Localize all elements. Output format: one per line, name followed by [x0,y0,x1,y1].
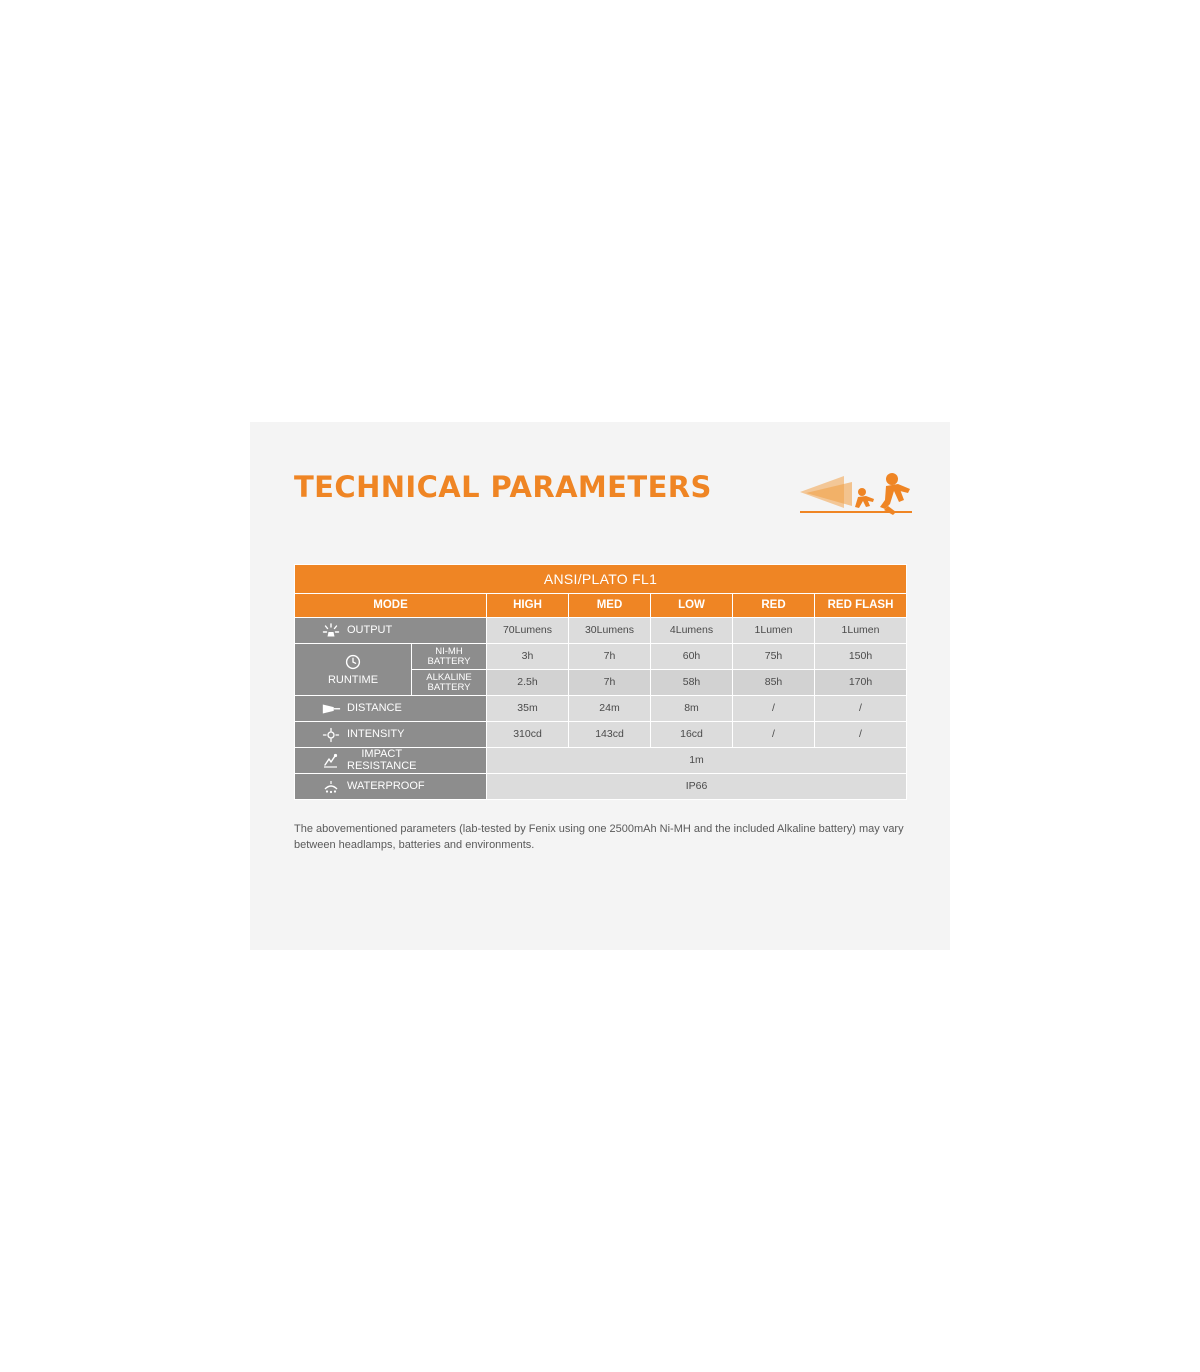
cell-distance-red: / [733,696,815,722]
cell-output-red-flash: 1Lumen [815,618,907,644]
cell-distance-low: 8m [651,696,733,722]
cell-output-med: 30Lumens [569,618,651,644]
cell-intensity-low: 16cd [651,722,733,748]
cell-runtime-alkaline-med: 7h [569,670,651,696]
row-label-output [295,618,487,644]
running-person-with-headlamp-logo [800,462,920,522]
cell-runtime-alkaline-low: 58h [651,670,733,696]
cell-output-red: 1Lumen [733,618,815,644]
beam-distance-icon [321,700,341,718]
specifications-table [294,564,907,800]
sub-label-nimh-line2: BATTERY [427,655,471,667]
row-label-runtime-text: RUNTIME [327,674,379,687]
cell-output-high: 70Lumens [487,618,569,644]
row-label-intensity [295,722,487,748]
cell-distance-high: 35m [487,696,569,722]
table-row-output [295,618,907,644]
sub-label-nimh-line1: NI-MH [435,645,463,657]
mode-header-red-flash: RED FLASH [815,594,907,618]
cell-impact-resistance-value: 1m [487,748,907,774]
cell-intensity-red-flash: / [815,722,907,748]
mode-header-cell: MODE [295,594,487,618]
cell-intensity-med: 143cd [569,722,651,748]
table-row-band-header [295,565,907,594]
row-label-waterproof [295,774,487,800]
row-label-impact-resistance [295,748,487,774]
impact-label-line1: IMPACT [361,747,403,760]
intensity-crosshair-icon [321,726,341,744]
sub-label-alkaline-battery [412,670,487,696]
mode-header-low: LOW [651,594,733,618]
cell-intensity-high: 310cd [487,722,569,748]
table-row-mode-header [295,594,907,618]
cell-intensity-red: / [733,722,815,748]
light-burst-icon [321,622,341,640]
technical-parameters-panel [250,422,950,950]
clock-icon [343,652,363,672]
row-label-distance-text: DISTANCE [347,702,402,715]
mode-header-med: MED [569,594,651,618]
cell-output-low: 4Lumens [651,618,733,644]
band-header-cell: ANSI/PLATO FL1 [295,565,907,594]
cell-runtime-nimh-high: 3h [487,644,569,670]
mode-header-high: HIGH [487,594,569,618]
cell-runtime-nimh-med: 7h [569,644,651,670]
row-label-waterproof-text: WATERPROOF [347,780,425,793]
row-label-runtime [295,644,412,696]
waterproof-splash-icon [321,778,341,796]
impact-resistance-icon [321,752,341,770]
row-label-impact-line1 [347,749,416,772]
table-row-waterproof [295,774,907,800]
footnote: The abovementioned parameters (lab-tested by Fenix using one 2500mAh Ni-MH and the included Alkaline battery) may vary between headlamps, batteries and environments. [294,823,904,851]
cell-distance-med: 24m [569,696,651,722]
page-title: TECHNICAL PARAMETERS [294,470,712,504]
cell-runtime-alkaline-high: 2.5h [487,670,569,696]
sub-label-alkaline-line1: ALKALINE [426,671,472,683]
table-row-intensity [295,722,907,748]
cell-distance-red-flash: / [815,696,907,722]
table-row-impact-resistance [295,748,907,774]
cell-runtime-nimh-low: 60h [651,644,733,670]
row-label-intensity-text: INTENSITY [347,728,405,741]
mode-header-red: RED [733,594,815,618]
cell-waterproof-value: IP66 [487,774,907,800]
row-label-output-text: OUTPUT [347,624,393,637]
cell-runtime-alkaline-red-flash: 170h [815,670,907,696]
impact-label-line2: RESISTANCE [347,759,417,772]
table-row-distance [295,696,907,722]
cell-runtime-nimh-red: 75h [733,644,815,670]
cell-runtime-nimh-red-flash: 150h [815,644,907,670]
sub-label-nimh-battery [412,644,487,670]
row-label-distance [295,696,487,722]
sub-label-alkaline-line2: BATTERY [427,681,471,693]
table-row-runtime-nimh [295,644,907,670]
cell-runtime-alkaline-red: 85h [733,670,815,696]
